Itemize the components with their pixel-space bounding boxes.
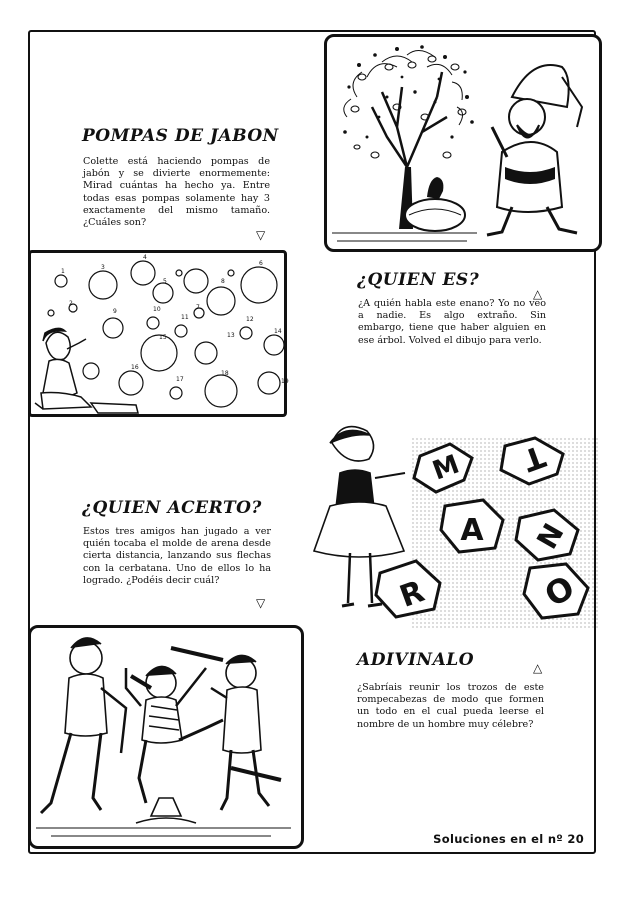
bubble-number: 7 xyxy=(196,304,200,311)
quien-es-text: ¿A quién habla este enano? Yo no veo a nadie. Es algo extraño. Sin embargo, tiene que haber alguien en ese árbol. Volved el dibujo para verlo. xyxy=(358,298,546,346)
bubble-number: 5 xyxy=(163,278,167,285)
bubble-number: 6 xyxy=(259,260,263,267)
three-boys-illustration xyxy=(28,625,304,849)
bubble-number: 15 xyxy=(159,334,167,341)
puzzle-piece-letter: M xyxy=(428,449,464,487)
puzzle-piece-letter: R xyxy=(395,574,430,615)
quien-acerto-title: ¿QUIEN ACERTO? xyxy=(82,498,262,518)
bubble-number: 8 xyxy=(221,278,225,285)
quien-es-title: ¿QUIEN ES? xyxy=(357,270,480,290)
quien-acerto-text: Estos tres amigos han jugado a ver quién tocaba el molde de arena desde cierta distancia, lanzando sus flechas con la cerbatana. Uno de ellos lo ha logrado. ¿Podéis decir cuál? xyxy=(83,526,271,586)
pompas-marker-icon: ▽ xyxy=(256,228,266,242)
quien-acerto-marker-icon: ▽ xyxy=(256,596,266,610)
bubble-number: 4 xyxy=(143,254,147,261)
bubble-number: 10 xyxy=(153,306,161,313)
puzzle-piece-letter: O xyxy=(538,567,581,615)
bubble-number: 12 xyxy=(246,316,254,323)
pompas-title: POMPAS DE JABON xyxy=(82,126,279,146)
bubble-number: 9 xyxy=(113,308,117,315)
bubble-number: 13 xyxy=(227,332,235,339)
bubble-number: 18 xyxy=(221,370,229,377)
solutions-footer: Soluciones en el nº 20 xyxy=(433,832,584,846)
bubble-number: 3 xyxy=(101,264,105,271)
puzzle-girl-illustration xyxy=(320,418,602,630)
bubble-number: 14 xyxy=(274,328,282,335)
adivinalo-title: ADIVINALO xyxy=(357,650,475,670)
puzzle-piece-letter: T xyxy=(518,437,550,478)
bubble-number: 11 xyxy=(181,314,189,321)
pompas-text: Colette está haciendo pompas de jabón y se divierte enormemente: Mirad cuántas ha hecho ya. Entre todas esas pompas solamente hay 3 exactamente del mismo tamaño. ¿Cuáles son? xyxy=(83,156,270,229)
bubble-number: 17 xyxy=(176,376,184,383)
puzzle-piece-letter: A xyxy=(460,513,484,548)
quien-es-marker-icon: △ xyxy=(533,287,543,301)
bubble-number: 19 xyxy=(281,378,289,385)
bubble-number: 1 xyxy=(61,268,65,275)
puzzle-piece-letter: N xyxy=(530,517,571,555)
bubble-number: 16 xyxy=(131,364,139,371)
adivinalo-marker-icon: △ xyxy=(533,661,543,675)
bubbles-illustration xyxy=(28,250,287,417)
bubble-number: 2 xyxy=(69,300,73,307)
dwarf-tree-illustration xyxy=(324,34,602,252)
adivinalo-text: ¿Sabríais reunir los trozos de este rompecabezas de modo que formen un todo en el cual pueda leerse el nombre de un hombre muy célebre? xyxy=(357,682,544,730)
